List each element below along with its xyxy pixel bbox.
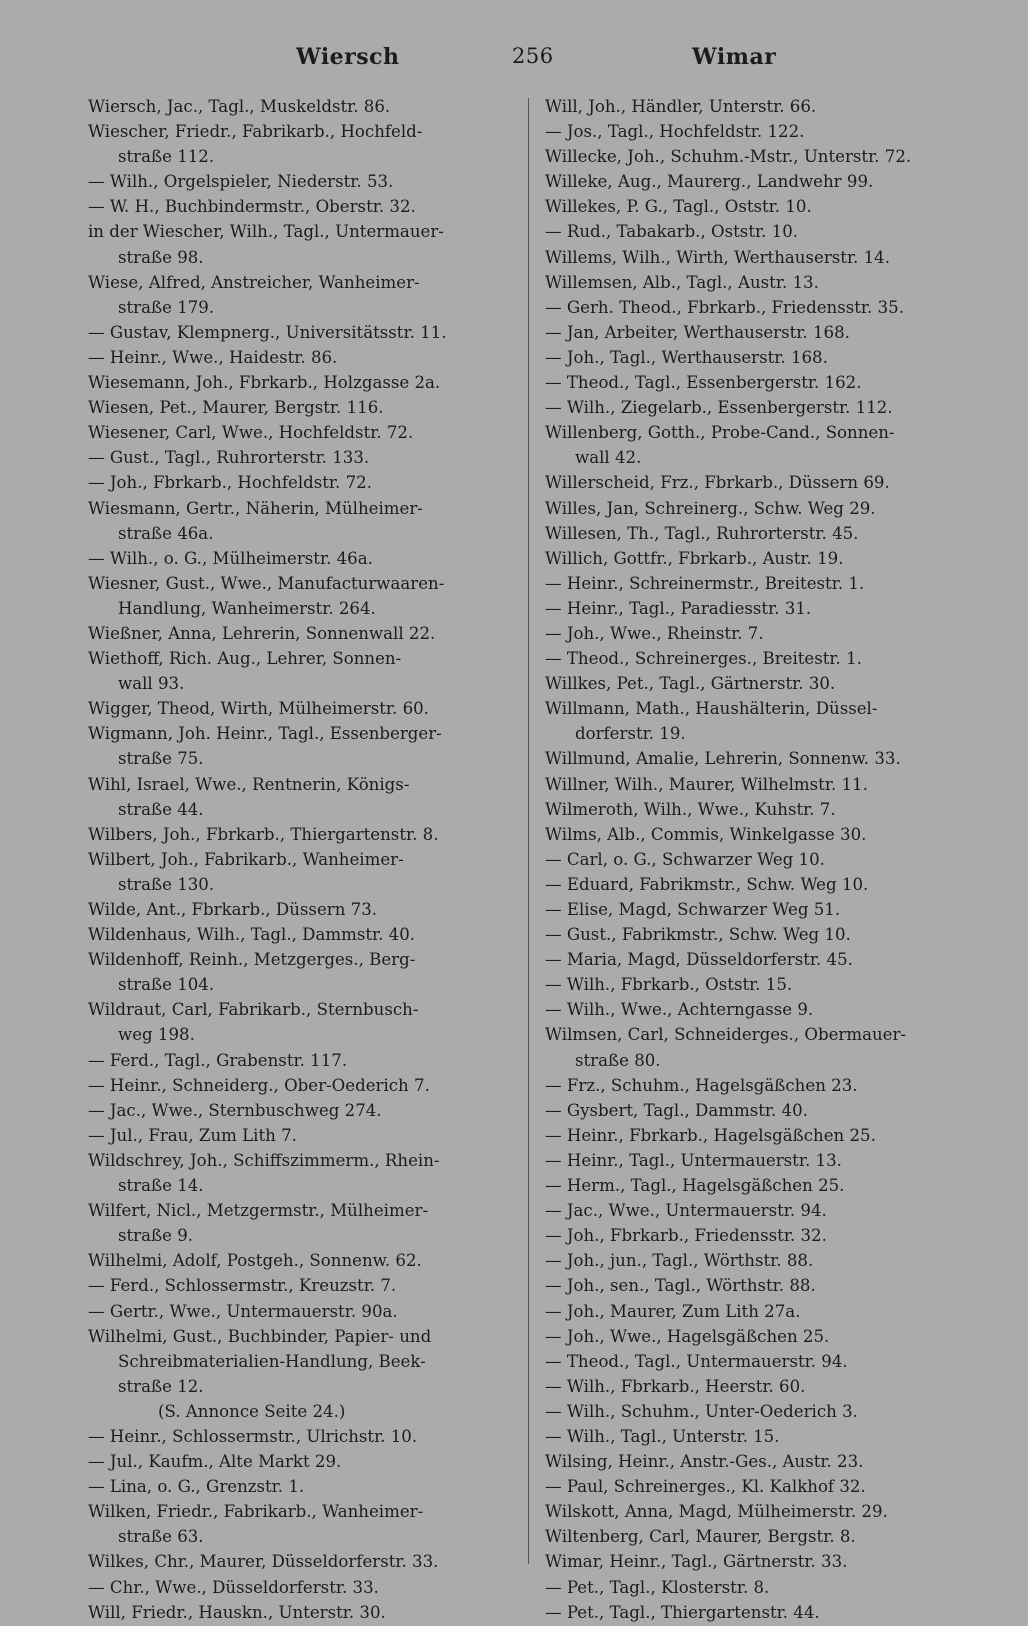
directory-entry-line: — Jos., Tagl., Hochfeldstr. 122. — [545, 122, 805, 142]
directory-entry-line: Willesen, Th., Tagl., Ruhrorterstr. 45. — [545, 523, 859, 543]
directory-entry-line: — Ferd., Tagl., Grabenstr. 117. — [88, 1050, 348, 1070]
directory-entry-line: — Wilh., Wwe., Achterngasse 9. — [545, 1000, 814, 1020]
directory-entry-line: — Wilh., o. G., Mülheimerstr. 46a. — [88, 548, 373, 568]
directory-entry-line: Wilhelmi, Gust., Buchbinder, Papier- und — [88, 1326, 432, 1346]
directory-entry-line: Wilmsen, Carl, Schneiderges., Obermauer- — [545, 1025, 907, 1045]
directory-entry-line: in der Wiescher, Wilh., Tagl., Untermauer- — [88, 222, 444, 242]
directory-entry-line: — Jac., Wwe., Untermauerstr. 94. — [545, 1201, 827, 1221]
directory-entry-line: — Eduard, Fabrikmstr., Schw. Weg 10. — [545, 874, 869, 894]
directory-entry-line: Wiethoff, Rich. Aug., Lehrer, Sonnen- — [88, 649, 402, 669]
directory-entry-line: Wilskott, Anna, Magd, Mülheimerstr. 29. — [545, 1502, 888, 1522]
directory-entry-line: Willkes, Pet., Tagl., Gärtnerstr. 30. — [545, 674, 836, 694]
directory-entry-line: — Wilh., Ziegelarb., Essenbergerstr. 112. — [545, 398, 893, 418]
directory-entry-line: (S. Annonce Seite 24.) — [158, 1401, 346, 1421]
directory-entry-line: Willems, Wilh., Wirth, Werthauserstr. 14. — [545, 247, 890, 267]
directory-entry-line: — Frz., Schuhm., Hagelsgäßchen 23. — [545, 1075, 858, 1095]
directory-entry-line: Wihl, Israel, Wwe., Rentnerin, Königs- — [88, 774, 410, 794]
directory-entry-line: — Heinr., Tagl., Paradiesstr. 31. — [545, 598, 812, 618]
directory-entry-line: — Jul., Frau, Zum Lith 7. — [88, 1125, 297, 1145]
directory-entry-line: straße 75. — [118, 749, 204, 769]
header-left-word: Wiersch — [296, 44, 400, 70]
directory-entry-line: straße 9. — [118, 1226, 194, 1246]
right-column — [545, 94, 975, 1625]
directory-entry-line: — Theod., Schreinerges., Breitestr. 1. — [545, 649, 862, 669]
directory-entry-line: Wilhelmi, Adolf, Postgeh., Sonnenw. 62. — [88, 1251, 422, 1271]
directory-entry-line: Wiltenberg, Carl, Maurer, Bergstr. 8. — [545, 1527, 856, 1547]
directory-entry-line: — Joh., Wwe., Rheinstr. 7. — [545, 623, 764, 643]
directory-entry-line: — Carl, o. G., Schwarzer Weg 10. — [545, 849, 825, 869]
directory-entry-line: — Wilh., Schuhm., Unter-Oederich 3. — [545, 1401, 858, 1421]
directory-entry-line: — Heinr., Schlossermstr., Ulrichstr. 10. — [88, 1426, 418, 1446]
directory-entry-line: Wiesen, Pet., Maurer, Bergstr. 116. — [88, 398, 384, 418]
directory-entry-line: — Gysbert, Tagl., Dammstr. 40. — [545, 1100, 808, 1120]
directory-entry-line: — Gust., Fabrikmstr., Schw. Weg 10. — [545, 925, 851, 945]
directory-entry-line: — Joh., Wwe., Hagelsgäßchen 25. — [545, 1326, 830, 1346]
directory-entry-line: — Wilh., Fbrkarb., Oststr. 15. — [545, 975, 793, 995]
directory-entry-line: — Maria, Magd, Düsseldorferstr. 45. — [545, 950, 853, 970]
directory-entry-line: Willeke, Aug., Maurerg., Landwehr 99. — [545, 172, 874, 192]
directory-entry-line: — Heinr., Tagl., Untermauerstr. 13. — [545, 1150, 842, 1170]
directory-entry-line: straße 44. — [118, 799, 204, 819]
directory-entry-line: straße 104. — [118, 975, 215, 995]
directory-entry-line: — Elise, Magd, Schwarzer Weg 51. — [545, 900, 841, 919]
directory-entry-line: — Jul., Kaufm., Alte Markt 29. — [88, 1452, 342, 1472]
directory-entry-line: Wilkes, Chr., Maurer, Düsseldorferstr. 33. — [88, 1552, 439, 1572]
directory-entry-line: Wilbert, Joh., Fabrikarb., Wanheimer- — [88, 849, 404, 869]
directory-entry-line: — Wilh., Tagl., Unterstr. 15. — [545, 1426, 780, 1446]
directory-entry-line: — Pet., Tagl., Klosterstr. 8. — [545, 1577, 770, 1597]
directory-entry-line: Wilbers, Joh., Fbrkarb., Thiergartenstr. 8. — [88, 824, 439, 844]
directory-entry-line: Wiesner, Gust., Wwe., Manufacturwaaren- — [88, 573, 445, 593]
directory-entry-line: straße 98. — [118, 247, 204, 267]
directory-entry-line: — Chr., Wwe., Düsseldorferstr. 33. — [88, 1577, 379, 1597]
directory-entry-line: — Joh., Fbrkarb., Friedensstr. 32. — [545, 1226, 827, 1246]
directory-entry-line: Wigger, Theod, Wirth, Mülheimerstr. 60. — [88, 699, 429, 719]
directory-entry-line: straße 14. — [118, 1176, 204, 1196]
directory-entry-line: — Joh., Maurer, Zum Lith 27a. — [545, 1301, 801, 1321]
directory-entry-line: — Pet., Tagl., Thiergartenstr. 44. — [545, 1602, 820, 1622]
page-number: 256 — [512, 44, 554, 68]
directory-entry-line: — Paul, Schreinerges., Kl. Kalkhof 32. — [545, 1477, 866, 1497]
directory-entry-line: — W. H., Buchbindermstr., Oberstr. 32. — [88, 197, 416, 217]
directory-entry-line: — Jan, Arbeiter, Werthauserstr. 168. — [545, 322, 850, 342]
directory-entry-line: Wildenhoff, Reinh., Metzgerges., Berg- — [88, 950, 416, 970]
directory-entry-line: Wiersch, Jac., Tagl., Muskeldstr. 86. — [88, 97, 391, 116]
directory-entry-line: Willenberg, Gotth., Probe-Cand., Sonnen- — [545, 423, 895, 443]
directory-entry-line: — Heinr., Schneiderg., Ober-Oederich 7. — [88, 1075, 430, 1095]
directory-entry-line: Willner, Wilh., Maurer, Wilhelmstr. 11. — [545, 774, 868, 794]
directory-entry-line: — Joh., Fbrkarb., Hochfeldstr. 72. — [88, 473, 372, 493]
directory-entry-line: straße 112. — [118, 147, 215, 167]
directory-entry-line: straße 130. — [118, 874, 215, 894]
directory-entry-line: — Joh., Tagl., Werthauserstr. 168. — [545, 347, 828, 367]
directory-entry-line: Wimar, Heinr., Tagl., Gärtnerstr. 33. — [545, 1552, 848, 1572]
directory-entry-line: Wildschrey, Joh., Schiffszimmerm., Rhein- — [88, 1150, 440, 1170]
directory-entry-line: straße 12. — [118, 1376, 204, 1396]
directory-entry-line: Wilms, Alb., Commis, Winkelgasse 30. — [545, 824, 867, 844]
directory-entry-line: Wildraut, Carl, Fabrikarb., Sternbusch- — [88, 1000, 419, 1020]
directory-entry-line: Schreibmaterialien-Handlung, Beek- — [118, 1351, 426, 1371]
directory-entry-line: — Heinr., Wwe., Haidestr. 86. — [88, 347, 338, 367]
directory-entry-line: Wilken, Friedr., Fabrikarb., Wanheimer- — [88, 1502, 424, 1522]
directory-entry-line: Willes, Jan, Schreinerg., Schw. Weg 29. — [545, 498, 876, 518]
directory-entry-line: — Wilh., Orgelspieler, Niederstr. 53. — [88, 172, 394, 192]
directory-entry-line: Willmann, Math., Haushälterin, Düssel- — [545, 699, 878, 719]
directory-entry-line: Wigmann, Joh. Heinr., Tagl., Essenberger- — [88, 724, 442, 744]
directory-entry-line: straße 179. — [118, 297, 215, 317]
directory-entry-line: — Rud., Tabakarb., Oststr. 10. — [545, 222, 799, 242]
directory-entry-line: — Heinr., Schreinermstr., Breitestr. 1. — [545, 573, 865, 593]
directory-entry-line: Wiese, Alfred, Anstreicher, Wanheimer- — [88, 272, 420, 292]
directory-entry-line: — Heinr., Fbrkarb., Hagelsgäßchen 25. — [545, 1125, 876, 1145]
directory-entry-line: — Joh., jun., Tagl., Wörthstr. 88. — [545, 1251, 814, 1271]
directory-entry-line: — Jac., Wwe., Sternbuschweg 274. — [88, 1100, 382, 1120]
directory-entry-line: Wiesmann, Gertr., Näherin, Mülheimer- — [88, 498, 423, 518]
directory-entry-line: — Gertr., Wwe., Untermauerstr. 90a. — [88, 1301, 398, 1321]
directory-entry-line: Wiescher, Friedr., Fabrikarb., Hochfeld- — [88, 122, 423, 142]
directory-entry-line: — Theod., Tagl., Essenbergerstr. 162. — [545, 373, 862, 393]
directory-entry-line: Willecke, Joh., Schuhm.-Mstr., Unterstr. 72. — [545, 147, 912, 167]
column-divider — [528, 98, 529, 1564]
directory-entry-line: Wilde, Ant., Fbrkarb., Düssern 73. — [88, 900, 378, 919]
directory-entry-line: weg 198. — [118, 1025, 195, 1045]
directory-entry-line: — Herm., Tagl., Hagelsgäßchen 25. — [545, 1176, 845, 1196]
directory-entry-line: Wilmeroth, Wilh., Wwe., Kuhstr. 7. — [545, 799, 836, 819]
directory-entry-line: Willekes, P. G., Tagl., Oststr. 10. — [545, 197, 812, 217]
directory-entry-line: Handlung, Wanheimerstr. 264. — [118, 598, 376, 618]
left-column — [88, 94, 514, 1625]
directory-entry-line: Wildenhaus, Wilh., Tagl., Dammstr. 40. — [88, 925, 416, 945]
directory-entry-line: wall 42. — [575, 448, 642, 468]
page-header — [0, 44, 1028, 78]
directory-entry-line: Wiesemann, Joh., Fbrkarb., Holzgasse 2a. — [88, 373, 441, 393]
directory-entry-line: — Theod., Tagl., Untermauerstr. 94. — [545, 1351, 848, 1371]
directory-entry-line: Wilfert, Nicl., Metzgermstr., Mülheimer- — [88, 1201, 429, 1221]
directory-entry-line: Wiesener, Carl, Wwe., Hochfeldstr. 72. — [88, 423, 414, 443]
directory-entry-line: wall 93. — [118, 674, 185, 694]
directory-entry-line: Willmund, Amalie, Lehrerin, Sonnenw. 33. — [545, 749, 901, 769]
directory-entry-line: Wießner, Anna, Lehrerin, Sonnenwall 22. — [88, 623, 436, 643]
directory-entry-line: — Lina, o. G., Grenzstr. 1. — [88, 1477, 305, 1497]
directory-entry-line: Wilsing, Heinr., Anstr.-Ges., Austr. 23. — [545, 1452, 864, 1472]
directory-entry-line: straße 63. — [118, 1527, 204, 1547]
directory-entry-line: — Joh., sen., Tagl., Wörthstr. 88. — [545, 1276, 816, 1296]
directory-entry-line: — Ferd., Schlossermstr., Kreuzstr. 7. — [88, 1276, 397, 1296]
directory-entry-line: Will, Friedr., Hauskn., Unterstr. 30. — [88, 1602, 386, 1622]
directory-entry-line: — Gerh. Theod., Fbrkarb., Friedensstr. 35. — [545, 297, 904, 317]
directory-entry-line: Will, Joh., Händler, Unterstr. 66. — [545, 97, 817, 116]
directory-entry-line: — Gust., Tagl., Ruhrorterstr. 133. — [88, 448, 370, 468]
directory-entry-line: Willich, Gottfr., Fbrkarb., Austr. 19. — [545, 548, 844, 568]
directory-entry-line: dorferstr. 19. — [575, 724, 686, 744]
directory-entry-line: — Wilh., Fbrkarb., Heerstr. 60. — [545, 1376, 806, 1396]
directory-entry-line: Willemsen, Alb., Tagl., Austr. 13. — [545, 272, 819, 292]
directory-entry-line: — Gustav, Klempnerg., Universitätsstr. 11. — [88, 322, 447, 342]
directory-entry-line: Willerscheid, Frz., Fbrkarb., Düssern 69. — [545, 473, 890, 493]
directory-entry-line: straße 46a. — [118, 523, 214, 543]
header-right-word: Wimar — [692, 44, 777, 70]
directory-entry-line: straße 80. — [575, 1050, 661, 1070]
